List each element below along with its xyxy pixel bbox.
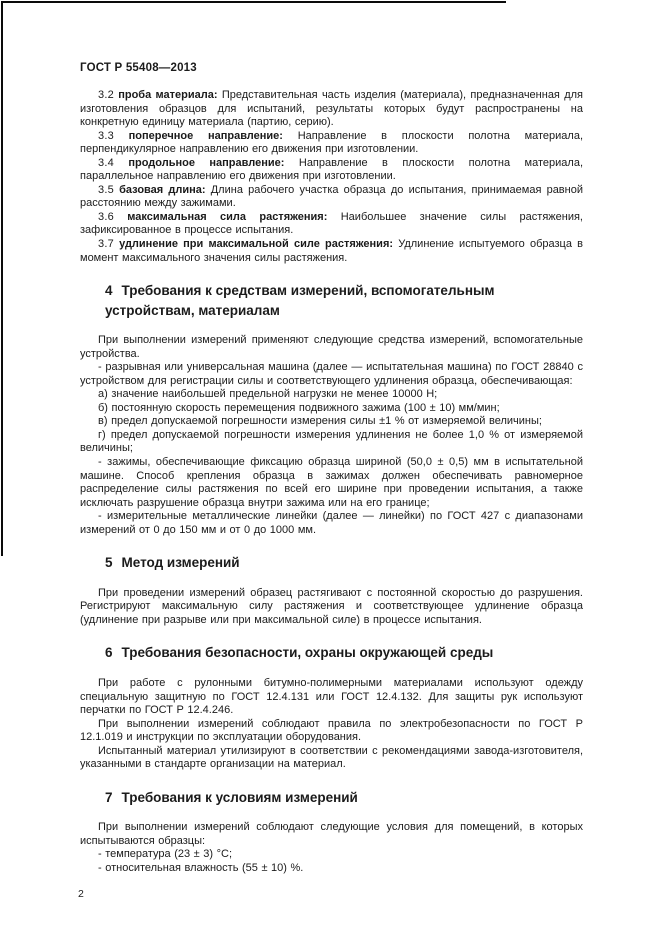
section-4-heading (105, 281, 583, 320)
section-4-paragraph: - зажимы, обеспечивающие фиксацию образца шириной (50,0 ± 0,5) мм в испытательной машине. Способ крепления образца в зажимах должен обеспечивать равномерное распределение силы растяжения по всей его ширине при проведении испытания, а также исключать разрушение образца внутри зажима или на его границе; (80, 456, 583, 509)
definition-text: Представительная часть изделия (материала), предназначенная для изготовления образцов для испытаний, результаты которых будут распространены на конкретную единицу материала (партию, серию). (80, 89, 583, 129)
section-6-paragraph: Испытанный материал утилизируют в соответствии с рекомендациями завода-изготовителя, указанными в стандарте организации на материал. (80, 744, 583, 771)
section-4-paragraph: - разрывная или универсальная машина (далее — испытательная машина) по ГОСТ 28840 с устройством для регистрации силы и соответствующего удлинения образца, обеспечивающая: (80, 361, 583, 387)
definition-term: проба материала: (118, 89, 218, 101)
definition-3-6 (80, 211, 583, 238)
section-number: 7 (105, 789, 113, 805)
definition-number: 3.3 (98, 129, 114, 142)
scan-edge-top (1, 1, 506, 3)
definition-term: базовая длина: (119, 183, 206, 196)
section-4-paragraph: При выполнении измерений применяют следующие средства измерений, вспомогательные устройства. (80, 334, 583, 360)
definition-number: 3.7 (98, 238, 114, 251)
section-4-list-item-b: б) постоянную скорость перемещения подвижного зажима (100 ± 10) мм/мин; (98, 401, 500, 414)
definition-text: Направление в плоскости полотна материала, перпендикулярное направлению его движения при изготовлении. (80, 129, 584, 156)
definition-number: 3.4 (98, 156, 114, 169)
definition-3-2 (80, 89, 583, 130)
section-5-paragraph: При проведении измерений образец растягивают с постоянной скоростью до разрушения. Регистрируют максимальную силу растяжения и соответствующее удлинение образца (удлинение при разрыве или при максимальной силе) в процессе испытания. (80, 586, 583, 626)
section-title: Метод измерений (121, 555, 240, 571)
section-5-heading (105, 553, 583, 573)
section-6-paragraph: При работе с рулонными битумно-полимерными материалами используют одежду специальную защитную по ГОСТ 12.4.131 или ГОСТ 12.4.132. Для защиты рук используют перчатки по ГОСТ Р 12.4.246. (80, 676, 583, 717)
page-number: 2 (78, 888, 84, 901)
section-7-heading (105, 788, 583, 808)
section-title: Требования безопасности, охраны окружающей среды (121, 645, 494, 661)
section-7-condition-humidity: - относительная влажность (55 ± 10) %. (98, 861, 304, 874)
section-6-heading (105, 643, 583, 663)
section-7-condition-temperature: - температура (23 ± 3) °C; (98, 848, 232, 861)
section-4-list-item-g: г) предел допускаемой погрешности измерения удлинения не более 1,0 % от измеряемой величины; (80, 428, 583, 455)
section-4-paragraph: - измерительные металлические линейки (далее — линейки) по ГОСТ 427 с диапазонами измерений от 0 до 150 мм и от 0 до 1000 мм. (80, 510, 583, 536)
definition-3-7 (80, 238, 583, 265)
definition-3-5 (80, 184, 583, 211)
definition-term: максимальная сила растяжения: (127, 210, 328, 223)
definition-term: удлинение при максимальной силе растяжения: (119, 238, 394, 251)
section-title: Требования к условиям измерений (121, 789, 358, 805)
section-title: Требования к средствам измерений, вспомогательным устройствам, материалам (105, 283, 495, 318)
definition-3-3 (80, 130, 583, 157)
definition-number: 3.2 (98, 89, 114, 101)
scan-edge-left (1, 1, 3, 556)
section-number: 6 (105, 645, 113, 661)
definition-number: 3.6 (98, 210, 114, 223)
section-7-paragraph: При выполнении измерений соблюдают следующие условия для помещений, в которых испытываются образцы: (80, 821, 583, 847)
definition-text: Направление в плоскости полотна материала, параллельное направлению его движения при изготовлении. (80, 156, 583, 183)
definition-text: Удлинение испытуемого образца в момент максимального значения силы растяжения. (80, 238, 583, 264)
document-code: ГОСТ Р 55408—2013 (80, 62, 197, 74)
section-number: 5 (105, 555, 113, 571)
definition-text: Наибольшее значение силы растяжения, зафиксированное в процессе испытания. (80, 210, 583, 237)
definition-number: 3.5 (98, 183, 114, 196)
definition-term: продольное направление: (128, 156, 285, 169)
section-number: 4 (105, 283, 113, 299)
definition-text: Длина рабочего участка образца до испытания, принимаемая равной расстоянию между зажимами. (80, 183, 583, 210)
section-4-list-item-v: в) предел допускаемой погрешности измерения силы ±1 % от измеряемой величины; (98, 415, 542, 428)
definition-3-4 (80, 157, 583, 184)
definition-term: поперечное направление: (128, 129, 283, 142)
section-6-paragraph: При выполнении измерений соблюдают правила по электробезопасности по ГОСТ Р 12.1.019 и инструкции по эксплуатации оборудования. (80, 717, 583, 744)
section-4-list-item-a: а) значение наибольшей предельной нагрузки не менее 10000 Н; (98, 388, 438, 401)
